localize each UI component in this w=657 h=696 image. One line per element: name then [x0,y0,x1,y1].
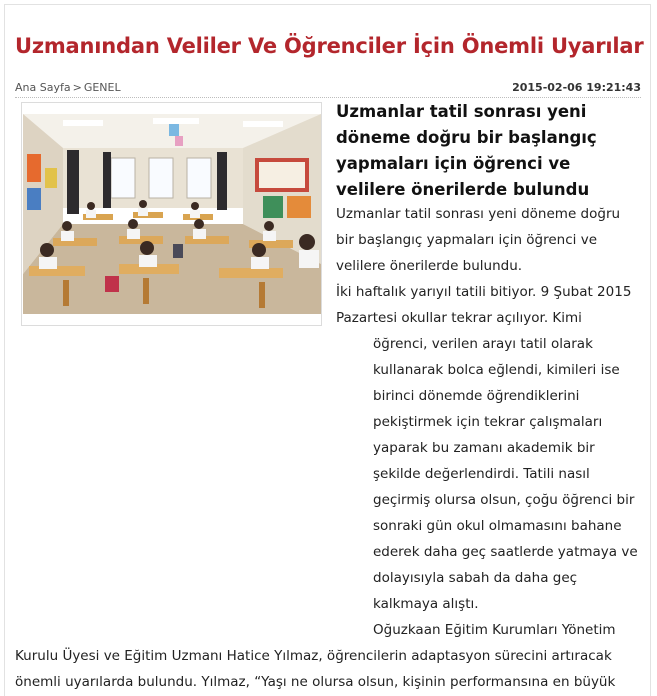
article-intro: Uzmanlar tatil sonrası yeni döneme doğru bir başlangıç yapmaları için öğrenci ve velilere önerilerde bulundu. [336,206,621,274]
breadcrumb-home-link[interactable]: Ana Sayfa [15,81,71,94]
article-headline: Uzmanlar tatil sonrası yeni döneme doğru bir başlangıç yapmaları için öğrenci ve velilere önerilerde bulundu [336,102,597,199]
meta-divider [15,97,641,98]
article-paragraph-indented: öğrenci, verilen arayı tatil olarak kullanarak bolca eğlendi, kimileri ise birinci dönemde öğrendiklerini pekiştirmek için tekrar çalışmaları yaparak bu zamanı akademik bir şekilde değerlendirdi. Tatili nasıl geçirmiş olursa olsun, çoğu öğrenci bir sonraki gün okul olmamasını bahane ederek daha geç saatlerde yatmaya ve dolayısıyla sabah da daha geç kalkmaya alıştı. [373,336,638,612]
breadcrumb [15,81,121,94]
publish-date: 2015-02-06 19:21:43 [512,81,641,94]
article-meta [15,81,641,95]
breadcrumb-separator: > [72,81,82,94]
article-title: Uzmanından Veliler Ve Öğrenciler İçin Önemli Uyarılar [15,34,644,58]
article-image [21,102,322,326]
breadcrumb-category-link[interactable]: GENEL [83,81,121,94]
article-paragraph-full: Oğuzkaan Eğitim Kurumları Yönetim Kurulu Üyesi ve Eğitim Uzmanı Hatice Yılmaz, öğrencilerin adaptasyon sürecini artıracak önemli uyarılarda bulundu. Yılmaz, “Yaşı ne olursa olsun, kişinin performansına en büyük [15,622,616,690]
article-paragraph: İki haftalık yarıyıl tatili bitiyor. 9 Şubat 2015 Pazartesi okullar tekrar açılıyor. Kimi [336,284,632,326]
classroom-photo-icon [23,114,321,314]
